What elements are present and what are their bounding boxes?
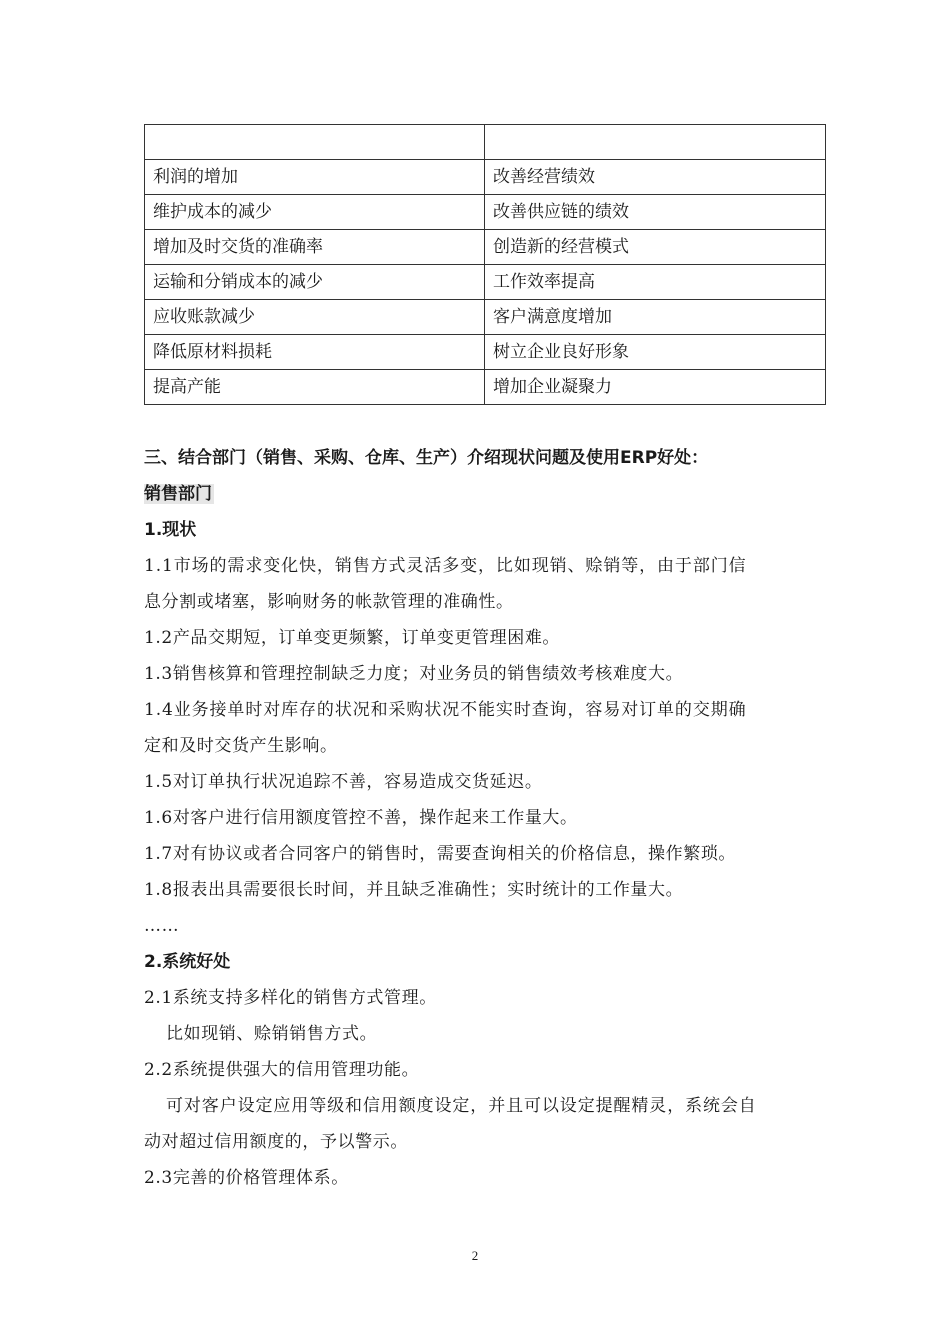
table-row — [145, 265, 826, 300]
table-cell: 增加及时交货的准确率 — [145, 230, 485, 265]
table-header-row — [145, 125, 826, 160]
table-row — [145, 230, 826, 265]
table-cell: 客户满意度增加 — [485, 300, 826, 335]
table-row — [145, 300, 826, 335]
benefit-item-2-detail-line-2: 动对超过信用额度的，予以警示。 — [144, 1132, 408, 1152]
table-cell: 维护成本的减少 — [145, 195, 485, 230]
benefit-item-1-detail: 比如现销、赊销销售方式。 — [166, 1024, 378, 1044]
status-item-8: 1.8报表出具需要很长时间，并且缺乏准确性；实时统计的工作量大。 — [144, 880, 684, 900]
benefit-item-2-detail-line-1: 可对客户设定应用等级和信用额度设定，并且可以设定提醒精灵，系统会自 — [166, 1096, 757, 1116]
benefit-heading: 2.系统好处 — [144, 952, 231, 972]
table-cell: 降低原材料损耗 — [145, 335, 485, 370]
status-item-4-line-1: 1.4业务接单时对库存的状况和采购状况不能实时查询，容易对订单的交期确 — [144, 700, 747, 720]
status-item-6: 1.6对客户进行信用额度管控不善，操作起来工作量大。 — [144, 808, 578, 828]
table-cell: 工作效率提高 — [485, 265, 826, 300]
section-body — [144, 440, 825, 1196]
section-title: 三、结合部门（销售、采购、仓库、生产）介绍现状问题及使用ERP好处： — [144, 448, 709, 468]
table-cell — [145, 125, 485, 160]
table-cell: 利润的增加 — [145, 160, 485, 195]
table-cell: 改善经营绩效 — [485, 160, 826, 195]
status-heading: 1.现状 — [144, 520, 197, 540]
status-item-7: 1.7对有协议或者合同客户的销售时，需要查询相关的价格信息，操作繁琐。 — [144, 844, 737, 864]
table-cell — [485, 125, 826, 160]
benefit-item-1: 2.1系统支持多样化的销售方式管理。 — [144, 988, 437, 1008]
benefit-item-3: 2.3完善的价格管理体系。 — [144, 1168, 349, 1188]
status-item-5: 1.5对订单执行状况追踪不善，容易造成交货延迟。 — [144, 772, 543, 792]
status-item-4-line-2: 定和及时交货产生影响。 — [144, 736, 338, 756]
page-number: 2 — [471, 1248, 479, 1263]
table-cell: 改善供应链的绩效 — [485, 195, 826, 230]
table-row — [145, 160, 826, 195]
table-row — [145, 370, 826, 405]
status-item-1-line-1: 1.1市场的需求变化快，销售方式灵活多变，比如现销、赊销等，由于部门信 — [144, 556, 747, 576]
table-cell: 树立企业良好形象 — [485, 335, 826, 370]
department-heading — [144, 476, 825, 512]
table-cell: 应收账款减少 — [145, 300, 485, 335]
benefits-table — [144, 124, 826, 405]
status-item-2: 1.2产品交期短，订单变更频繁，订单变更管理困难。 — [144, 628, 561, 648]
table-cell: 运输和分销成本的减少 — [145, 265, 485, 300]
status-item-3: 1.3销售核算和管理控制缺乏力度；对业务员的销售绩效考核难度大。 — [144, 664, 684, 684]
ellipsis: …… — [144, 916, 180, 936]
table-cell: 增加企业凝聚力 — [485, 370, 826, 405]
table-row — [145, 335, 826, 370]
status-item-1-line-2: 息分割或堵塞，影响财务的帐款管理的准确性。 — [144, 592, 514, 612]
table-cell: 提高产能 — [145, 370, 485, 405]
table-row — [145, 195, 826, 230]
department-label: 销售部门 — [144, 484, 212, 504]
benefit-item-2: 2.2系统提供强大的信用管理功能。 — [144, 1060, 420, 1080]
table-cell: 创造新的经营模式 — [485, 230, 826, 265]
